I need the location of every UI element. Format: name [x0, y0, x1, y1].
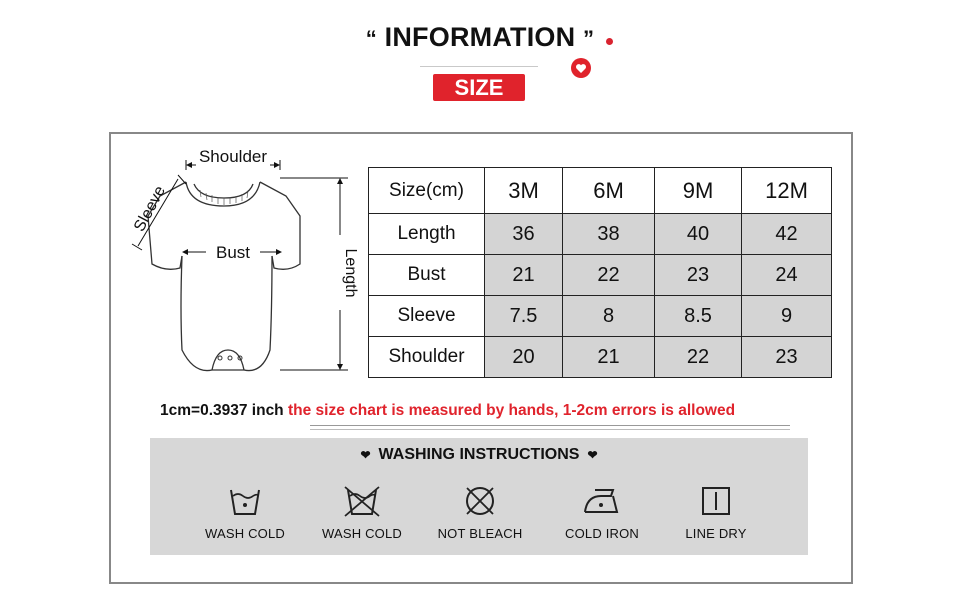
row-label: Bust — [369, 255, 485, 296]
diagram-label-sleeve: Sleeve — [131, 183, 170, 235]
conversion-text: 1cm=0.3937 inch — [160, 402, 284, 419]
length-arrow — [280, 178, 348, 370]
table-row — [369, 296, 832, 337]
title-quote-close: ” — [583, 26, 595, 51]
washing-panel — [150, 438, 808, 555]
table-header-row — [369, 168, 832, 214]
row-label: Length — [369, 214, 485, 255]
heart-right-icon: ❤ — [587, 448, 598, 462]
bodysuit-diagram — [120, 140, 370, 390]
diagram-label-length: Length — [342, 248, 359, 298]
table-cell: 21 — [563, 337, 655, 378]
table-row — [369, 255, 832, 296]
heart-left-icon: ❤ — [360, 448, 371, 462]
row-label: Sleeve — [369, 296, 485, 337]
wash-item — [420, 484, 540, 541]
table-cell: 36 — [485, 214, 563, 255]
title-quote-open: “ — [365, 26, 377, 51]
note-underline — [310, 425, 790, 426]
wash-label: LINE DRY — [685, 526, 747, 541]
page-title — [0, 22, 960, 53]
table-cell: 42 — [742, 214, 832, 255]
wash-item — [542, 484, 662, 541]
table-cell: 22 — [655, 337, 742, 378]
table-header-cell: Size(cm) — [369, 168, 485, 214]
heart-icon — [569, 57, 593, 79]
size-table — [368, 167, 832, 378]
table-cell: 9 — [742, 296, 832, 337]
washing-title — [150, 446, 808, 464]
title-divider — [420, 66, 538, 67]
wash-item — [302, 484, 422, 541]
wash-tub-icon — [227, 484, 263, 518]
table-row — [369, 337, 832, 378]
line-dry-icon — [699, 484, 733, 518]
table-cell: 23 — [655, 255, 742, 296]
size-badge: SIZE — [433, 74, 525, 101]
table-header-cell: 12M — [742, 168, 832, 214]
table-cell: 20 — [485, 337, 563, 378]
row-label: Shoulder — [369, 337, 485, 378]
no-wash-icon — [342, 484, 382, 518]
wash-label: WASH COLD — [204, 526, 286, 541]
table-cell: 24 — [742, 255, 832, 296]
wash-item — [656, 484, 776, 541]
washing-title-text: WASHING INSTRUCTIONS — [378, 446, 580, 463]
note-underline-secondary — [310, 429, 790, 430]
table-cell: 8 — [563, 296, 655, 337]
table-cell: 40 — [655, 214, 742, 255]
table-header-cell: 6M — [563, 168, 655, 214]
table-row — [369, 214, 832, 255]
wash-label: WASH COLD — [321, 526, 403, 541]
wash-label: COLD IRON — [564, 526, 640, 541]
iron-icon — [581, 484, 623, 518]
table-header-cell: 9M — [655, 168, 742, 214]
table-cell: 22 — [563, 255, 655, 296]
wash-item — [185, 484, 305, 541]
measurement-note — [160, 402, 800, 420]
table-cell: 8.5 — [655, 296, 742, 337]
bodysuit-outline — [148, 182, 300, 371]
no-bleach-icon — [460, 484, 500, 518]
error-warning-text: the size chart is measured by hands, 1-2cm errors is allowed — [287, 402, 736, 419]
table-cell: 23 — [742, 337, 832, 378]
title-text: INFORMATION — [384, 22, 576, 52]
table-cell: 21 — [485, 255, 563, 296]
table-cell: 38 — [563, 214, 655, 255]
diagram-label-shoulder: Shoulder — [198, 147, 268, 166]
wash-label: NOT BLEACH — [437, 526, 523, 541]
diagram-label-bust: Bust — [215, 243, 251, 262]
red-dot-decoration — [606, 38, 613, 45]
table-cell: 7.5 — [485, 296, 563, 337]
table-header-cell: 3M — [485, 168, 563, 214]
